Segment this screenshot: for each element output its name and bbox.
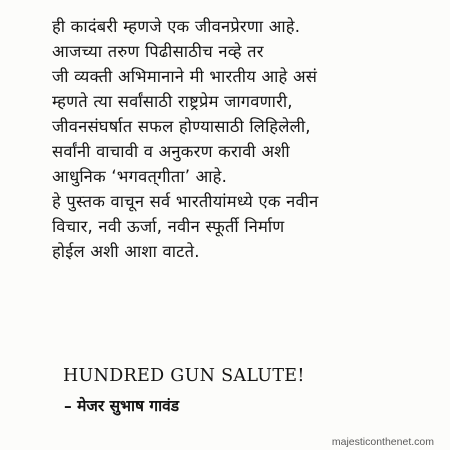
- quote-line: आधुनिक ‘भगवत्‌गीता’ आहे.: [52, 167, 228, 186]
- salute-heading: HUNDRED GUN SALUTE!: [63, 366, 305, 386]
- quote-line: होईल अशी आशा वाटते.: [52, 242, 200, 261]
- quote-line: म्हणते त्या सर्वांसाठी राष्ट्रप्रेम जागवणारी,: [52, 92, 293, 111]
- watermark-text: majesticonthenet.com: [331, 436, 434, 448]
- quote-line: जी व्यक्ती अभिमानाने मी भारतीय आहे असं: [52, 67, 318, 86]
- quote-line: सर्वांनी वाचावी व अनुकरण करावी अशी: [52, 142, 290, 161]
- quote-line: विचार, नवी ऊर्जा, नवीन स्फूर्ती निर्माण: [52, 217, 285, 236]
- quote-paragraph: [52, 14, 444, 264]
- author-signature: – मेजर सुभाष गावंड: [64, 397, 180, 415]
- quote-line: ही कादंबरी म्हणजे एक जीवनप्रेरणा आहे.: [52, 17, 301, 36]
- quote-line: हे पुस्तक वाचून सर्व भारतीयांमध्ये एक नवीन: [52, 192, 319, 211]
- quote-line: जीवनसंघर्षात सफल होण्यासाठी लिहिलेली,: [52, 117, 311, 136]
- quote-line: आजच्या तरुण पिढीसाठीच नव्हे तर: [52, 42, 264, 61]
